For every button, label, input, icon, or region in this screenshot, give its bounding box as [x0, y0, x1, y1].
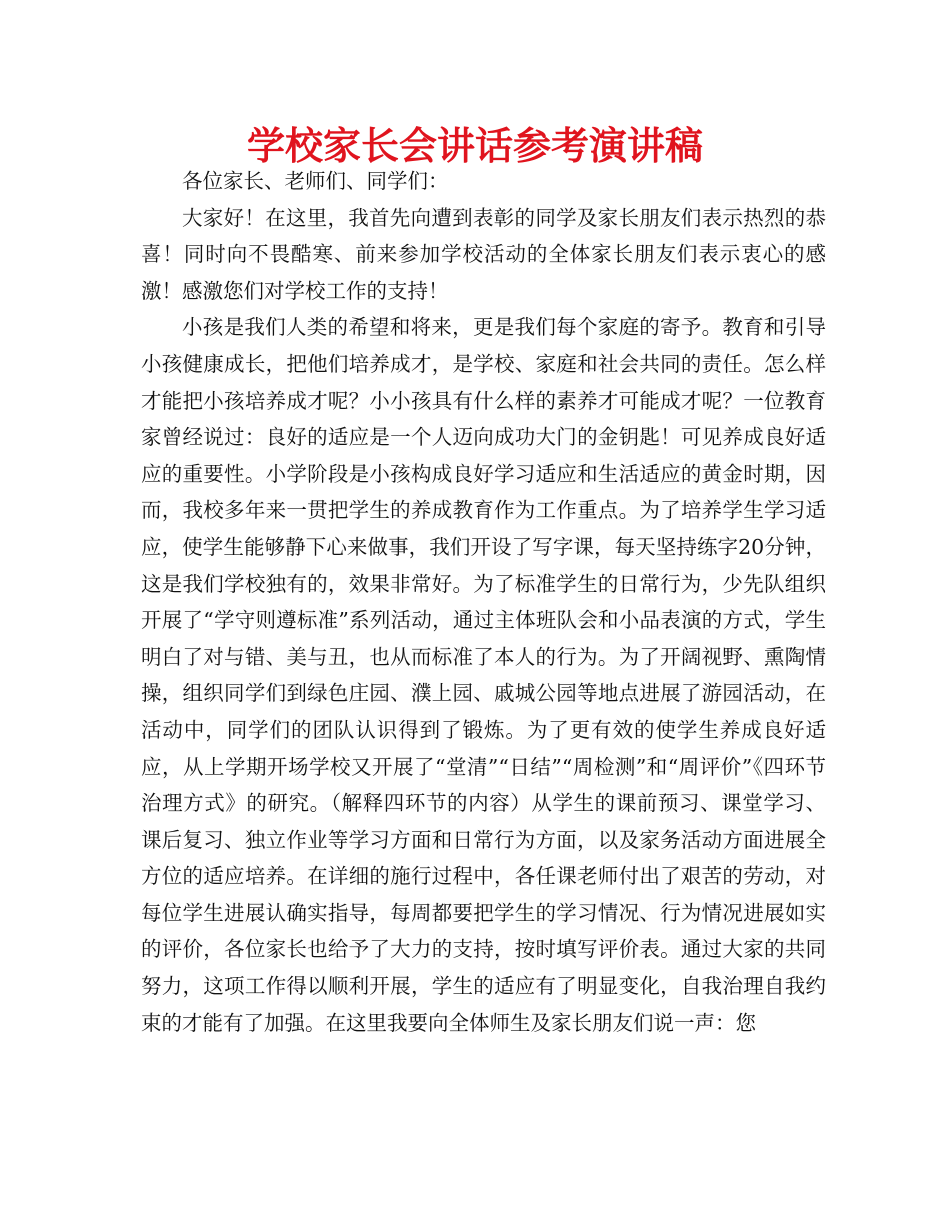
paragraph-greeting: 大家好！在这里，我首先向遭到表彰的同学及家长朋友们表示热烈的恭喜！同时向不畏酷寒、前来参加学校活动的全体家长朋友们表示衷心的感激！感激您们对学校工作的支持！ [141, 205, 826, 303]
document-body [141, 163, 826, 1041]
paragraph-main: 小孩是我们人类的希望和将来，更是我们每个家庭的寄予。教育和引导小孩健康成长，把他们培养成才，是学校、家庭和社会共同的责任。怎么样才能把小孩培养成才呢？小小孩具有什么样的素养才可能成才呢？一位教育家曾经说过：良好的适应是一个人迈向成功大门的金钥匙！可见养成良好适应的重要性。小学阶段是小孩构成良好学习适应和生活适应的黄金时期，因而，我校多年来一贯把学生的养成教育作为工作重点。为了培养学生学习适应，使学生能够静下心来做事，我们开设了写字课，每天坚持练字20分钟，这是我们学校独有的，效果非常好。为了标准学生的日常行为，少先队组织开展了“学守则遵标准”系列活动，通过主体班队会和小品表演的方式，学生明白了对与错、美与丑，也从而标准了本人的行为。为了开阔视野、熏陶情操，组织同学们到绿色庄园、濮上园、戚城公园等地点进展了游园活动，在活动中，同学们的团队认识得到了锻炼。为了更有效的使学生养成良好适应，从上学期开场学校又开展了“堂清”“日结”“周检测”和“周评价”《四环节治理方式》的研究。（解释四环节的内容）从学生的课前预习、课堂学习、课后复习、独立作业等学习方面和日常行为方面，以及家务活动方面进展全方位的适应培养。在详细的施行过程中，各任课老师付出了艰苦的劳动，对每位学生进展认确实指导，每周都要把学生的学习情况、行为情况进展如实的评价，各位家长也给予了大力的支持，按时填写评价表。通过大家的共同努力，这项工作得以顺利开展，学生的适应有了明显变化，自我治理自我约束的才能有了加强。在这里我要向全体师生及家长朋友们说一声：您 [141, 315, 826, 1035]
document-title: 学校家长会讲话参考演讲稿 [246, 123, 703, 168]
salutation: 各位家长、老师们、同学们： [182, 169, 449, 193]
